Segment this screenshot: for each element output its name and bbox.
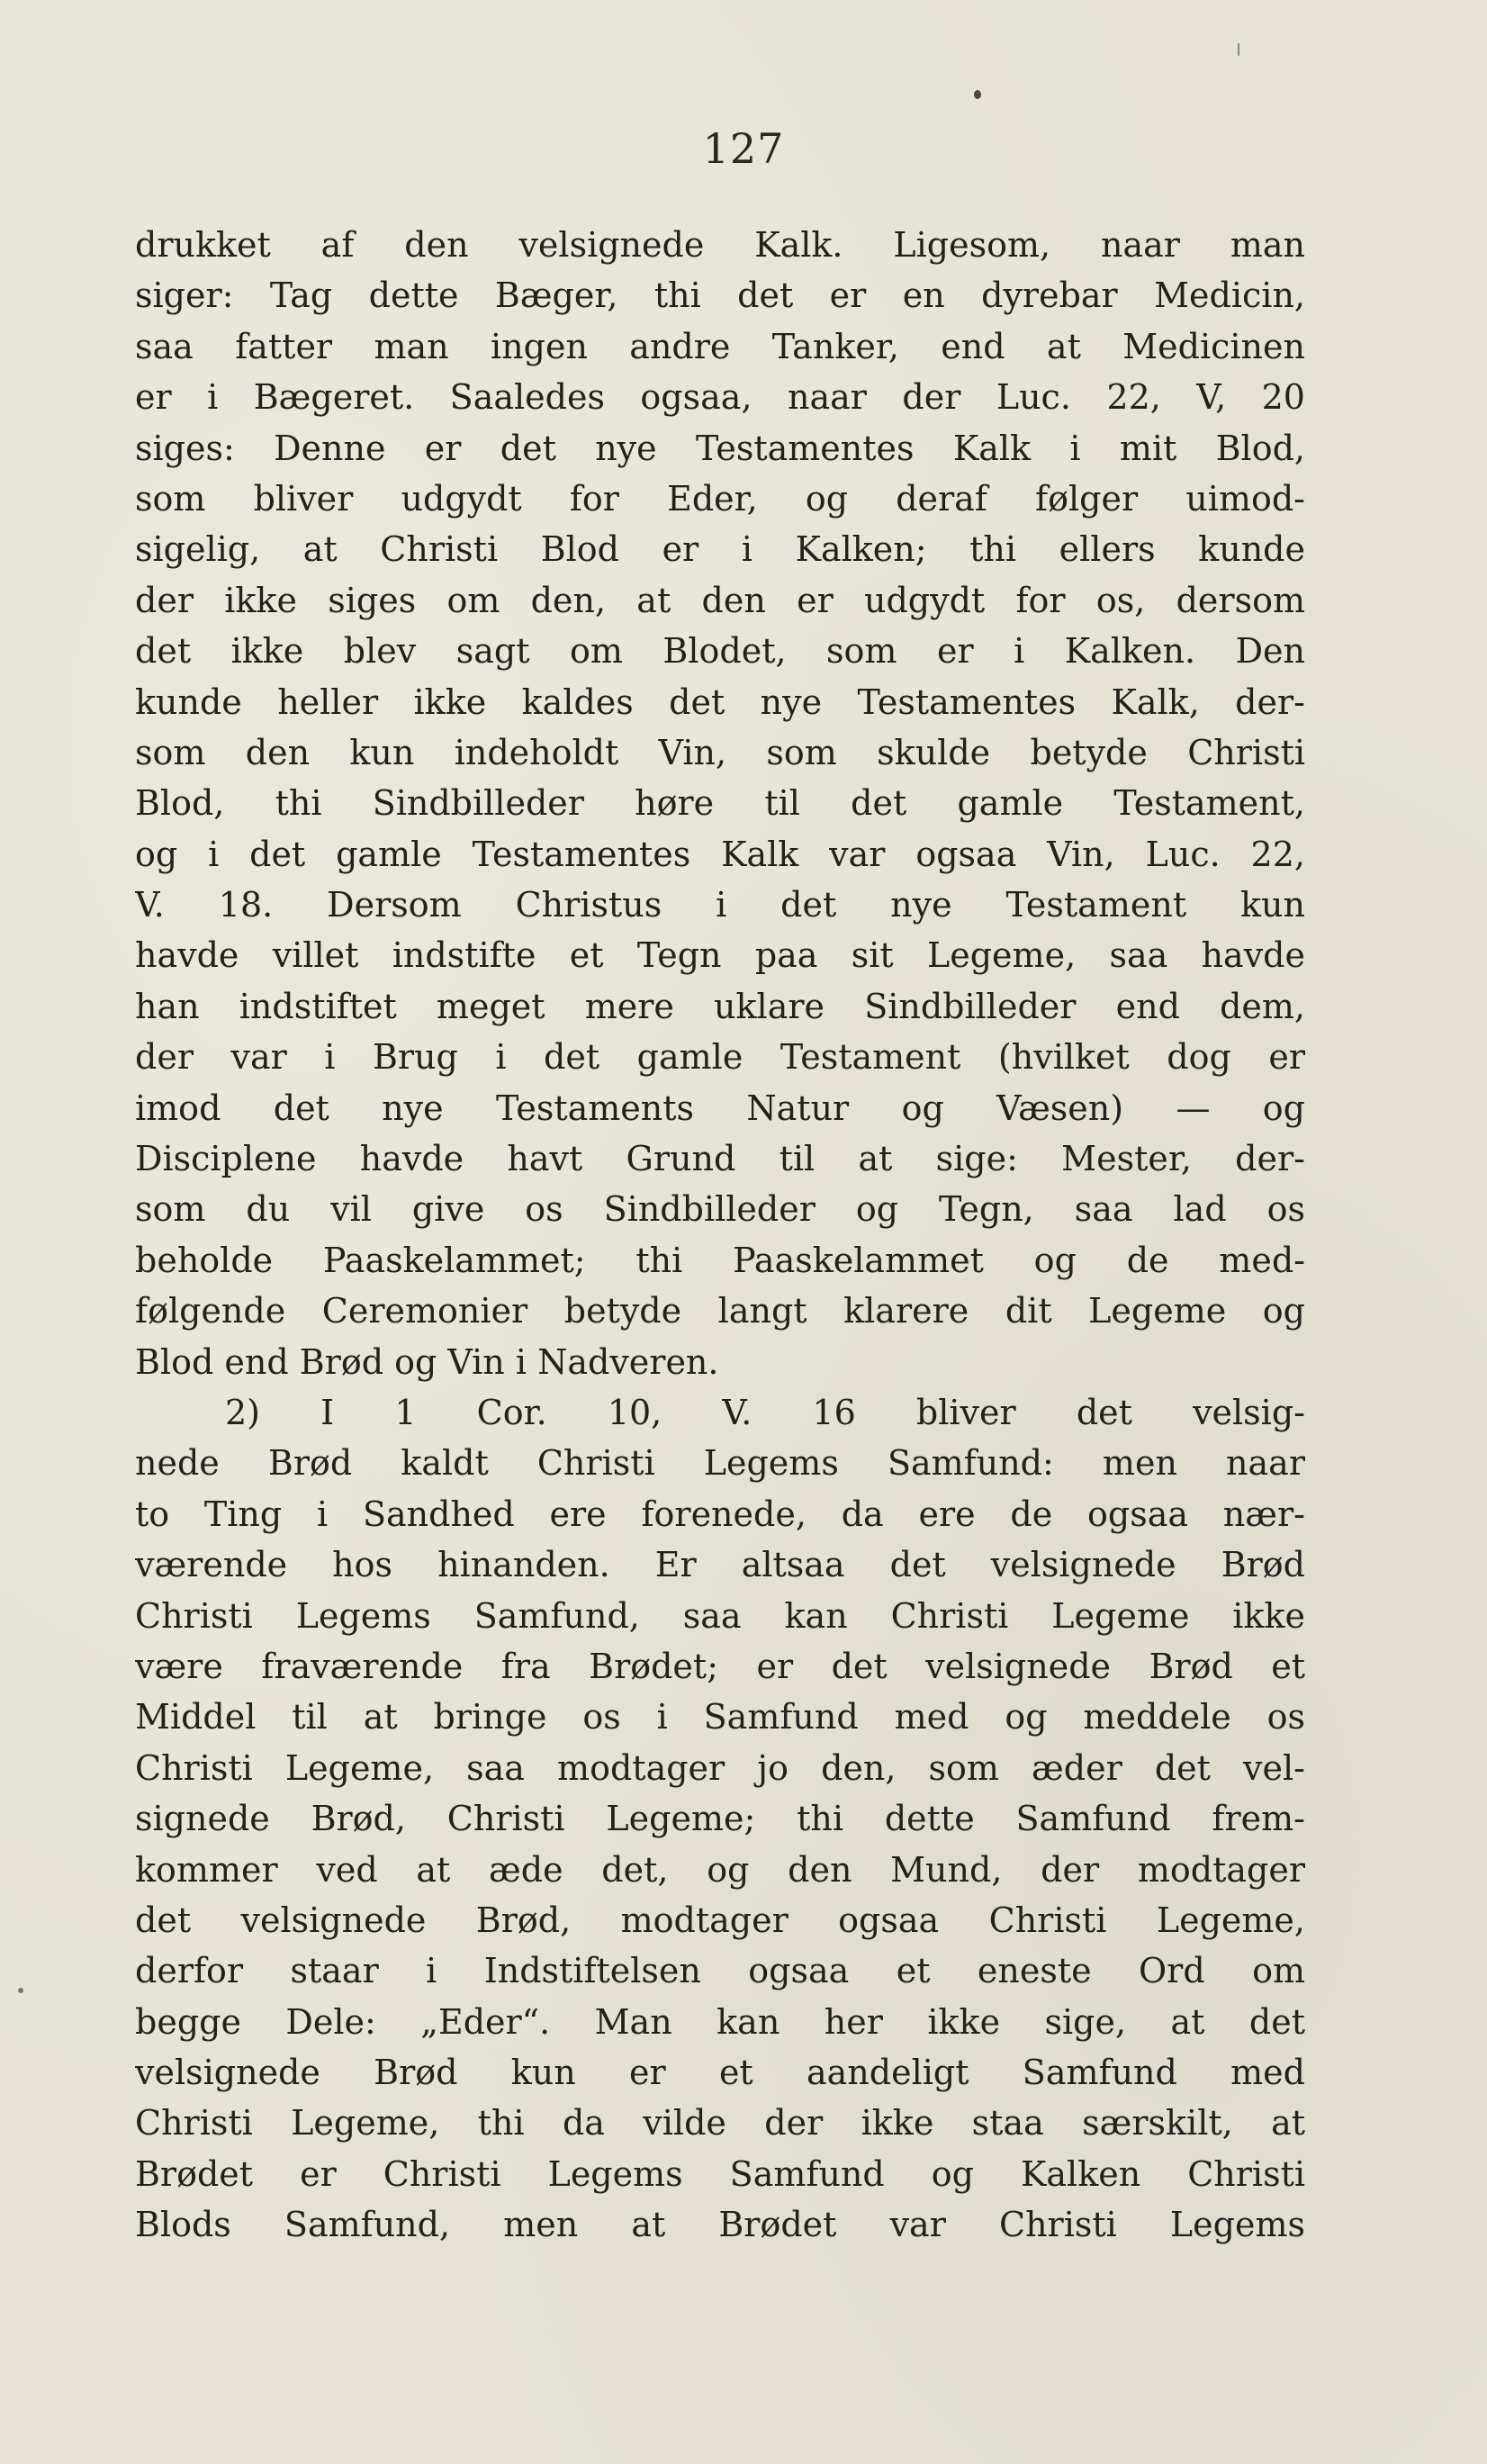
text-line: Blods Samfund, men at Brødet var Christi Legems [135,2205,1305,2245]
text-line: som du vil give os Sindbilleder og Tegn, saa lad os [135,1189,1305,1230]
text-line: Disciplene havde havt Grund til at sige: Mester, der- [135,1139,1305,1179]
text-line: V. 18. Dersom Christus i det nye Testament kun [135,885,1305,925]
text-line: han indstiftet meget mere uklare Sindbilleder end dem, [135,986,1305,1026]
page-number: 127 [702,124,785,173]
text-line: beholde Paaskelammet; thi Paaskelammet og de med- [135,1240,1305,1280]
text-line: derfor staar i Indstiftelsen ogsaa et eneste Ord om [135,1951,1305,1991]
text-line: Middel til at bringe os i Samfund med og meddele os [135,1697,1305,1737]
text-line: signede Brød, Christi Legeme; thi dette Samfund frem- [135,1799,1305,1839]
ink-speck [18,1988,23,1993]
text-line: som bliver udgydt for Eder, og deraf følger uimod- [135,478,1305,519]
text-line: være fraværende fra Brødet; er det velsignede Brød et [135,1646,1305,1686]
text-line: der ikke siges om den, at den er udgydt for os, dersom [135,580,1305,620]
text-line: er i Bægeret. Saaledes ogsaa, naar der Luc. 22, V, 20 [135,377,1305,418]
text-line: sigelig, at Christi Blod er i Kalken; thi ellers kunde [135,529,1305,570]
body-text [135,220,1305,2251]
text-line: og i det gamle Testamentes Kalk var ogsaa Vin, Luc. 22, [135,834,1305,874]
text-line: Christi Legeme, saa modtager jo den, som æder det vel- [135,1747,1305,1788]
text-line: det velsignede Brød, modtager ogsaa Christi Legeme, [135,1900,1305,1940]
text-line: Brødet er Christi Legems Samfund og Kalken Christi [135,2153,1305,2194]
text-line: værende hos hinanden. Er altsaa det velsignede Brød [135,1545,1305,1585]
text-line: kommer ved at æde det, og den Mund, der modtager [135,1849,1305,1890]
text-line: 2) I 1 Cor. 10, V. 16 bliver det velsig- [225,1392,1305,1432]
text-line: Blod, thi Sindbilleder høre til det gamle Testament, [135,783,1305,824]
text-line: to Ting i Sandhed ere forenede, da ere de ogsaa nær- [135,1494,1305,1534]
text-line: Christi Legems Samfund, saa kan Christi Legeme ikke [135,1595,1305,1636]
text-line: som den kun indeholdt Vin, som skulde betyde Christi [135,732,1305,772]
ink-speck [1238,43,1239,56]
text-line: imod det nye Testaments Natur og Væsen) — og [135,1088,1305,1128]
text-line: Blod end Brød og Vin i Nadveren. [135,1341,719,1382]
text-line: det ikke blev sagt om Blodet, som er i Kalken. Den [135,631,1305,672]
ink-speck [974,90,981,99]
text-line: siges: Denne er det nye Testamentes Kalk i mit Blod, [135,428,1305,468]
text-line: drukket af den velsignede Kalk. Ligesom, naar man [135,225,1305,265]
text-line: siger: Tag dette Bæger, thi det er en dyrebar Medicin, [135,275,1305,316]
text-line: velsignede Brød kun er et aandeligt Samfund med [135,2053,1305,2093]
text-line: havde villet indstifte et Tegn paa sit Legeme, saa havde [135,935,1305,976]
text-line: der var i Brug i det gamle Testament (hvilket dog er [135,1037,1305,1078]
text-line: Christi Legeme, thi da vilde der ikke staa særskilt, at [135,2103,1305,2144]
text-line: saa fatter man ingen andre Tanker, end at Medicinen [135,326,1305,366]
text-line: begge Dele: „Eder“. Man kan her ikke sige, at det [135,2001,1305,2042]
text-line: kunde heller ikke kaldes det nye Testamentes Kalk, der- [135,681,1305,722]
text-line: nede Brød kaldt Christi Legems Samfund: men naar [135,1443,1305,1484]
text-line: følgende Ceremonier betyde langt klarere dit Legeme og [135,1291,1305,1331]
